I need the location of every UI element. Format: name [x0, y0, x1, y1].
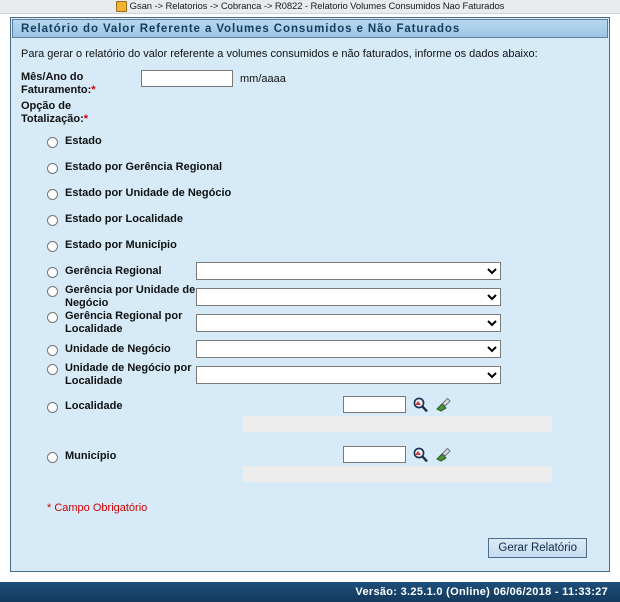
option-localidade[interactable] — [21, 396, 196, 413]
option-label: Gerência por Unidade de Negócio — [65, 284, 196, 309]
gerencia-regional-combo-cell — [196, 262, 599, 280]
option-unidade-negocio[interactable] — [21, 343, 196, 356]
row-opcao-totalizacao — [21, 99, 599, 126]
eraser-icon[interactable] — [435, 446, 452, 463]
mes-ano-field-cell — [141, 70, 599, 87]
gerencia-regional-localidade-combo-cell — [196, 314, 599, 332]
select-unidade-negocio[interactable] — [196, 340, 501, 358]
option-estado-unidade-negocio[interactable] — [21, 187, 281, 200]
mes-ano-label-text: Mês/Ano do Faturamento: — [21, 71, 92, 96]
option-gerencia-unidade-negocio[interactable] — [21, 284, 196, 310]
generate-report-button[interactable]: Gerar Relatório — [488, 538, 587, 558]
report-panel — [10, 17, 610, 572]
option-row-estado-localidade — [21, 206, 599, 232]
option-municipio[interactable] — [21, 446, 196, 463]
required-footnote: * Campo Obrigatório — [47, 502, 148, 514]
mes-ano-input[interactable] — [141, 70, 233, 87]
localidade-description — [243, 416, 552, 432]
required-marker-2: * — [83, 113, 89, 125]
option-estado[interactable] — [21, 135, 196, 148]
select-unidade-negocio-localidade[interactable] — [196, 366, 501, 384]
breadcrumb-text: Gsan -> Relatorios -> Cobranca -> R0822 - Relatorio Volumes Consumidos Nao Faturados — [129, 1, 505, 12]
option-row-unidade-negocio-localidade — [21, 362, 599, 388]
select-gerencia-regional-localidade[interactable] — [196, 314, 501, 332]
option-row-unidade-negocio — [21, 336, 599, 362]
option-gerencia-regional[interactable] — [21, 265, 196, 278]
opcao-label — [21, 99, 141, 126]
radio-estado-gerencia-regional[interactable] — [47, 163, 58, 174]
radio-unidade-negocio[interactable] — [47, 345, 58, 356]
breadcrumb — [0, 0, 620, 14]
option-label: Estado — [65, 134, 102, 147]
radio-gerencia-regional-localidade[interactable] — [47, 312, 58, 323]
option-estado-localidade[interactable] — [21, 213, 281, 226]
localidade-code-input[interactable] — [343, 396, 406, 413]
option-label: Estado por Localidade — [65, 212, 183, 225]
option-row-estado — [21, 128, 599, 154]
option-estado-municipio[interactable] — [21, 239, 281, 252]
radio-estado-municipio[interactable] — [47, 241, 58, 252]
option-row-municipio — [21, 446, 599, 490]
option-label: Estado por Município — [65, 238, 177, 251]
municipio-lookup-controls — [343, 446, 452, 463]
radio-unidade-negocio-localidade[interactable] — [47, 364, 58, 375]
gerencia-unidade-negocio-combo-cell — [196, 288, 599, 306]
option-label: Unidade de Negócio por Localidade — [65, 362, 192, 387]
actions-bar — [21, 538, 599, 558]
radio-estado[interactable] — [47, 137, 58, 148]
radio-estado-unidade-negocio[interactable] — [47, 189, 58, 200]
select-gerencia-regional[interactable] — [196, 262, 501, 280]
option-row-localidade — [21, 396, 599, 440]
version-text: Versão: 3.25.1.0 (Online) 06/06/2018 - 11:33:27 — [355, 586, 608, 598]
option-row-estado-gerencia-regional — [21, 154, 599, 180]
municipio-lookup — [196, 446, 599, 482]
option-label: Município — [65, 450, 117, 462]
option-row-gerencia-regional-localidade — [21, 310, 599, 336]
unidade-negocio-combo-cell — [196, 340, 599, 358]
localidade-lookup-controls — [343, 396, 452, 413]
option-label: Localidade — [65, 400, 123, 412]
radio-municipio[interactable] — [47, 452, 58, 463]
localidade-lookup — [196, 396, 599, 432]
option-label: Estado por Gerência Regional — [65, 160, 223, 173]
magnifier-icon[interactable] — [412, 446, 429, 463]
intro-text: Para gerar o relatório do valor referente a volumes consumidos e não faturados, informe os dados abaixo: — [21, 48, 538, 60]
option-row-gerencia-regional — [21, 258, 599, 284]
option-row-estado-municipio — [21, 232, 599, 258]
option-gerencia-regional-localidade[interactable] — [21, 310, 196, 336]
row-mes-ano — [21, 70, 599, 97]
option-row-estado-unidade-negocio — [21, 180, 599, 206]
radio-gerencia-regional[interactable] — [47, 267, 58, 278]
municipio-code-input[interactable] — [343, 446, 406, 463]
option-label: Gerência Regional — [65, 264, 162, 277]
option-row-gerencia-unidade-negocio — [21, 284, 599, 310]
form-body — [11, 39, 609, 558]
gsan-app-icon — [116, 1, 127, 12]
radio-gerencia-unidade-negocio[interactable] — [47, 286, 58, 297]
option-label: Estado por Unidade de Negócio — [65, 186, 232, 199]
page-title: Relatório do Valor Referente a Volumes Consumidos e Não Faturados — [12, 19, 608, 38]
required-marker: * — [91, 84, 96, 96]
select-gerencia-unidade-negocio[interactable] — [196, 288, 501, 306]
eraser-icon[interactable] — [435, 396, 452, 413]
mes-ano-label — [21, 70, 141, 97]
option-label: Gerência Regional por Localidade — [65, 310, 183, 335]
option-estado-gerencia-regional[interactable] — [21, 161, 281, 174]
unidade-negocio-localidade-combo-cell — [196, 366, 599, 384]
totalization-options — [21, 128, 599, 490]
municipio-description — [243, 466, 552, 482]
radio-localidade[interactable] — [47, 402, 58, 413]
radio-estado-localidade[interactable] — [47, 215, 58, 226]
option-label: Unidade de Negócio — [65, 342, 171, 355]
option-unidade-negocio-localidade[interactable] — [21, 362, 196, 388]
opcao-label-text: Opção de Totalização: — [21, 100, 84, 125]
magnifier-icon[interactable] — [412, 396, 429, 413]
status-bar — [0, 582, 620, 602]
mes-ano-format-hint: mm/aaaa — [240, 72, 286, 85]
